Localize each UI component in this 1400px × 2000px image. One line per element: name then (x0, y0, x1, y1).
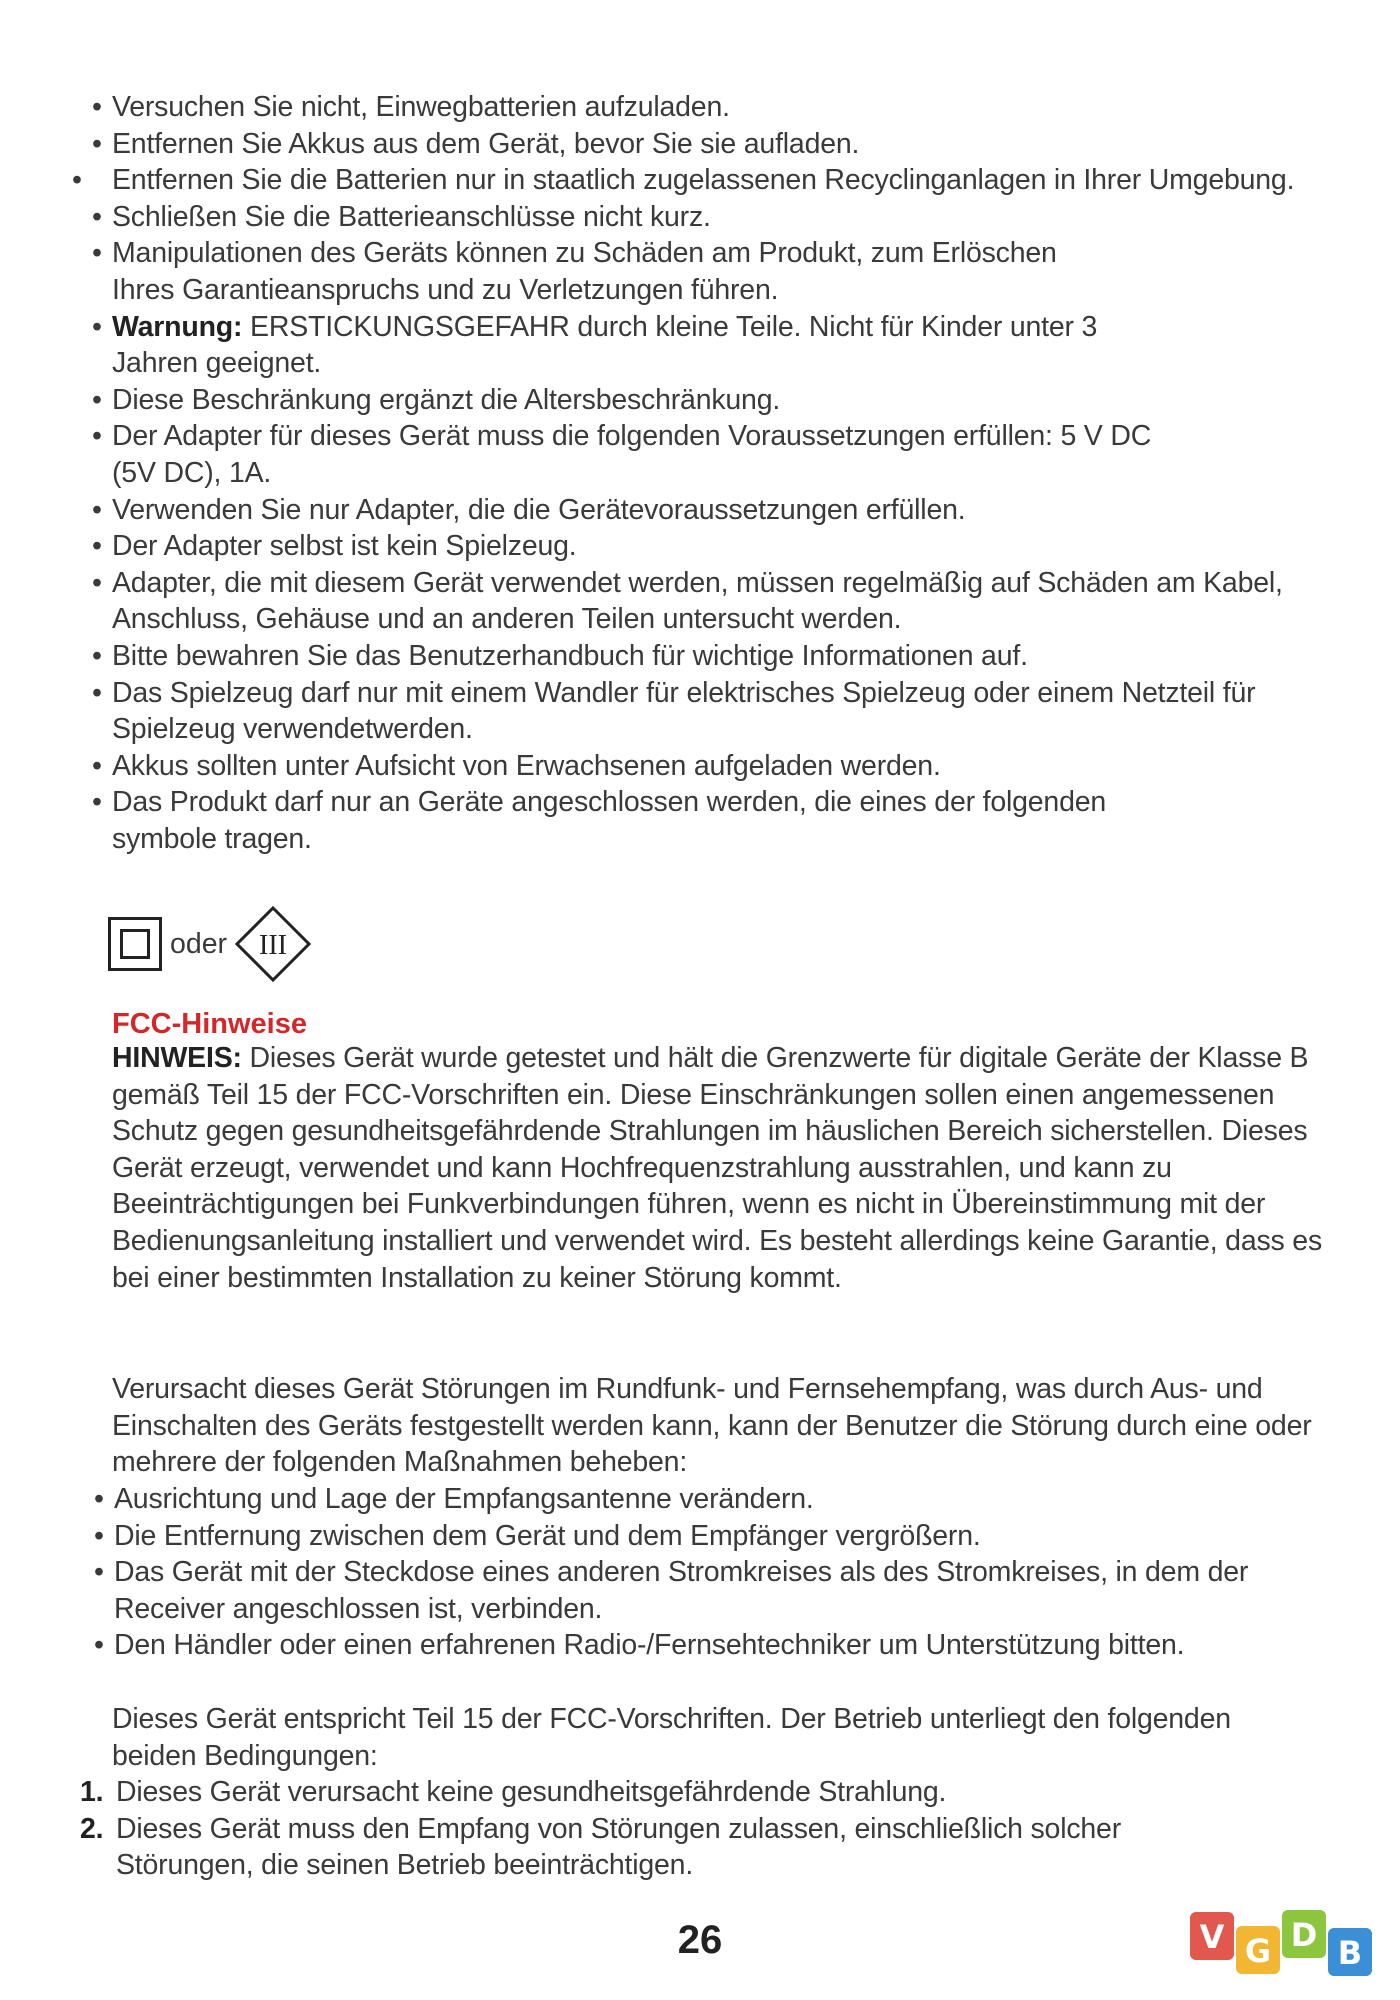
list-item: • Schließen Sie die Batterieanschlüsse nicht kurz. (92, 199, 1322, 236)
list-item: 1. Dieses Gerät verursacht keine gesundheitsgefährdende Strahlung. (80, 1776, 947, 1808)
safety-bullets (92, 89, 1322, 857)
warning-label: Warnung: (112, 310, 243, 343)
interference-measures (94, 1481, 1324, 1664)
list-item: • Bitte bewahren Sie das Benutzerhandbuch für wichtige Informationen auf. (92, 638, 1322, 675)
page-number: 26 (677, 1918, 723, 1962)
note-label: HINWEIS: (112, 1042, 242, 1074)
vgdb-watermark-logo (1188, 1906, 1378, 1980)
interference-intro: Verursacht dieses Gerät Störungen im Rundfunk- und Fernsehempfang, was durch Aus- und Einschalten des Geräts festgestellt werden kann, kann der Benutzer die Störung durch eine oder mehrere der folgenden Maßnahmen beheben: (112, 1373, 1312, 1479)
measures-list (94, 1481, 1324, 1664)
conditions (80, 1774, 1320, 1884)
logo-letter: B (1337, 1934, 1363, 1972)
list-item: • Verwenden Sie nur Adapter, die die Gerätevoraussetzungen erfüllen. (92, 492, 1322, 529)
list-item: • Entfernen Sie die Batterien nur in staatlich zugelassenen Recyclinganlagen in Ihrer Umgebung. (92, 162, 1322, 199)
list-item: • Diese Beschränkung ergänzt die Altersbeschränkung. (92, 382, 1322, 419)
list-item: • Das Gerät mit der Steckdose eines anderen Stromkreises als des Stromkreises, in dem der Receiver angeschlossen ist, verbinden. (94, 1554, 1324, 1627)
list-item: • Die Entfernung zwischen dem Gerät und dem Empfänger vergrößern. (94, 1518, 1324, 1555)
list-item: • Versuchen Sie nicht, Einwegbatterien aufzuladen. (92, 89, 1322, 126)
part15-paragraph: Dieses Gerät entspricht Teil 15 der FCC-Vorschriften. Der Betrieb unterliegt den folgenden beiden Bedingungen: (112, 1703, 1231, 1772)
list-item: • Entfernen Sie Akkus aus dem Gerät, bevor Sie sie aufladen. (92, 126, 1322, 163)
list-item: • Das Spielzeug darf nur mit einem Wandler für elektrisches Spielzeug oder einem Netzteil für Spielzeug verwendetwerden. (92, 675, 1322, 748)
list-item: 2. Dieses Gerät muss den Empfang von Störungen zulassen, einschließlich solcher Störungen, die seinen Betrieb beeinträchtigen. (80, 1812, 1121, 1882)
symbol-or-label: oder (170, 927, 228, 960)
list-item: • Manipulationen des Geräts können zu Schäden am Produkt, zum Erlöschen Ihres Garantieanspruchs und zu Verletzungen führen. (92, 235, 1322, 308)
list-item: • Der Adapter für dieses Gerät muss die folgenden Voraussetzungen erfüllen: 5 V DC (5V DC), 1A. (92, 418, 1322, 491)
fcc-heading: FCC-Hinweise (112, 1008, 307, 1040)
safety-list (92, 89, 1322, 857)
logo-letter: G (1244, 1932, 1272, 1970)
conditions-list (80, 1774, 1320, 1884)
list-item: • Der Adapter selbst ist kein Spielzeug. (92, 528, 1322, 565)
list-item: • Warnung: ERSTICKUNGSGEFAHR durch kleine Teile. Nicht für Kinder unter 3 Jahren geeignet. (92, 309, 1322, 382)
class3-diamond-icon (233, 904, 313, 984)
logo-letter: V (1199, 1918, 1225, 1956)
list-item: • Ausrichtung und Lage der Empfangsantenne verändern. (94, 1481, 1324, 1518)
logo-letter: D (1290, 1916, 1318, 1954)
list-item: • Das Produkt darf nur an Geräte angeschlossen werden, die eines der folgenden symbole tragen. (92, 784, 1322, 857)
class3-label: III (259, 930, 288, 961)
class2-double-insulation-icon (108, 917, 162, 971)
fcc-note-paragraph: HINWEIS: Dieses Gerät wurde getestet und hält die Grenzwerte für digitale Geräte der Klasse B gemäß Teil 15 der FCC-Vorschriften ein. Diese Einschränkungen sollen einen angemessenen Schutz gegen gesundheitsgefährdende Strahlungen im häuslichen Bereich sicherstellen. Dieses Gerät erzeugt, verwendet und kann Hochfrequenzstrahlung ausstrahlen, und kann zu Beeinträchtigungen bei Funkverbindungen führen, wenn es nicht in Übereinstimmung mit der Bedienungsanleitung installiert und verwendet wird. Es besteht allerdings keine Garantie, dass es bei einer bestimmten Installation zu keiner Störung kommt. (112, 1042, 1322, 1294)
electrical-symbols (108, 908, 313, 980)
list-item: • Akkus sollten unter Aufsicht von Erwachsenen aufgeladen werden. (92, 748, 1322, 785)
list-item: • Adapter, die mit diesem Gerät verwendet werden, müssen regelmäßig auf Schäden am Kabel, Anschluss, Gehäuse und an anderen Teilen untersucht werden. (92, 565, 1322, 638)
list-item: • Den Händler oder einen erfahrenen Radio-/Fernsehtechniker um Unterstützung bitten. (94, 1627, 1324, 1664)
